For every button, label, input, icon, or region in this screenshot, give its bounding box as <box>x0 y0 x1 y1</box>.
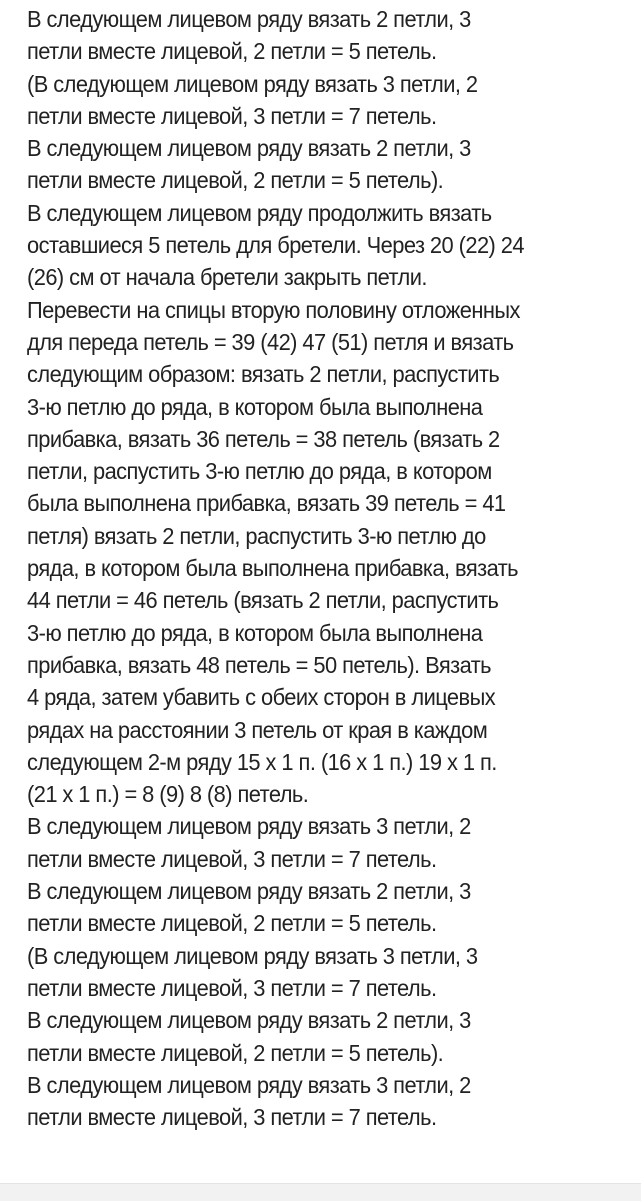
text-line: (26) см от начала бретели закрыть петли. <box>27 264 427 291</box>
text-line: 44 петли = 46 петель (вязать 2 петли, распустить <box>27 587 499 614</box>
text-line: В следующем лицевом ряду продолжить вязать <box>27 199 492 226</box>
text-line: петли, распустить 3-ю петлю до ряда, в котором <box>27 458 492 485</box>
text-line: В следующем лицевом ряду вязать 3 петли, 2 <box>27 813 471 840</box>
text-line: была выполнена прибавка, вязать 39 петель = 41 <box>27 490 506 517</box>
document-text <box>27 3 641 1133</box>
text-line: петли вместе лицевой, 2 петли = 5 петель). <box>27 167 444 194</box>
text-line: В следующем лицевом ряду вязать 2 петли, 3 <box>27 1007 471 1034</box>
text-line: В следующем лицевом ряду вязать 3 петли, 2 <box>27 1071 471 1098</box>
text-line: ряда, в котором была выполнена прибавка, вязать <box>27 555 518 582</box>
text-line: петли вместе лицевой, 2 петли = 5 петель. <box>27 38 437 65</box>
text-line: (21 x 1 п.) = 8 (9) 8 (8) петель. <box>27 781 309 808</box>
text-line: (В следующем лицевом ряду вязать 3 петли, 2 <box>27 70 478 97</box>
text-line: прибавка, вязать 36 петель = 38 петель (вязать 2 <box>27 425 500 452</box>
text-line: В следующем лицевом ряду вязать 2 петли, 3 <box>27 878 471 905</box>
text-line: следующем 2-м ряду 15 x 1 п. (16 x 1 п.) 19 x 1 п. <box>27 748 497 775</box>
text-line: (В следующем лицевом ряду вязать 3 петли, 3 <box>27 942 478 969</box>
text-line: оставшиеся 5 петель для бретели. Через 20 (22) 24 <box>27 232 524 259</box>
text-line: 3-ю петлю до ряда, в котором была выполнена <box>27 393 483 420</box>
text-line: В следующем лицевом ряду вязать 2 петли, 3 <box>27 6 471 32</box>
text-line: петли вместе лицевой, 3 петли = 7 петель. <box>27 102 437 129</box>
text-line: петли вместе лицевой, 2 петли = 5 петель). <box>27 1039 444 1066</box>
text-line: прибавка, вязать 48 петель = 50 петель). Вязать <box>27 651 491 678</box>
bottom-bar <box>0 1183 641 1201</box>
text-line: петли вместе лицевой, 2 петли = 5 петель. <box>27 910 437 937</box>
text-line: для переда петель = 39 (42) 47 (51) петля и вязать <box>27 328 514 355</box>
text-line: петли вместе лицевой, 3 петли = 7 петель. <box>27 845 437 872</box>
text-line: В следующем лицевом ряду вязать 2 петли, 3 <box>27 135 471 162</box>
text-line: петля) вязать 2 петли, распустить 3-ю петлю до <box>27 522 486 549</box>
text-line: 3-ю петлю до ряда, в котором была выполнена <box>27 619 483 646</box>
text-line: рядах на расстоянии 3 петель от края в каждом <box>27 716 488 743</box>
text-line: Перевести на спицы вторую половину отложенных <box>27 296 520 323</box>
text-line: следующим образом: вязать 2 петли, распустить <box>27 361 500 388</box>
text-line: 4 ряда, затем убавить с обеих сторон в лицевых <box>27 684 496 711</box>
text-line: петли вместе лицевой, 3 петли = 7 петель. <box>27 974 437 1001</box>
text-line: петли вместе лицевой, 3 петли = 7 петель. <box>27 1104 437 1131</box>
